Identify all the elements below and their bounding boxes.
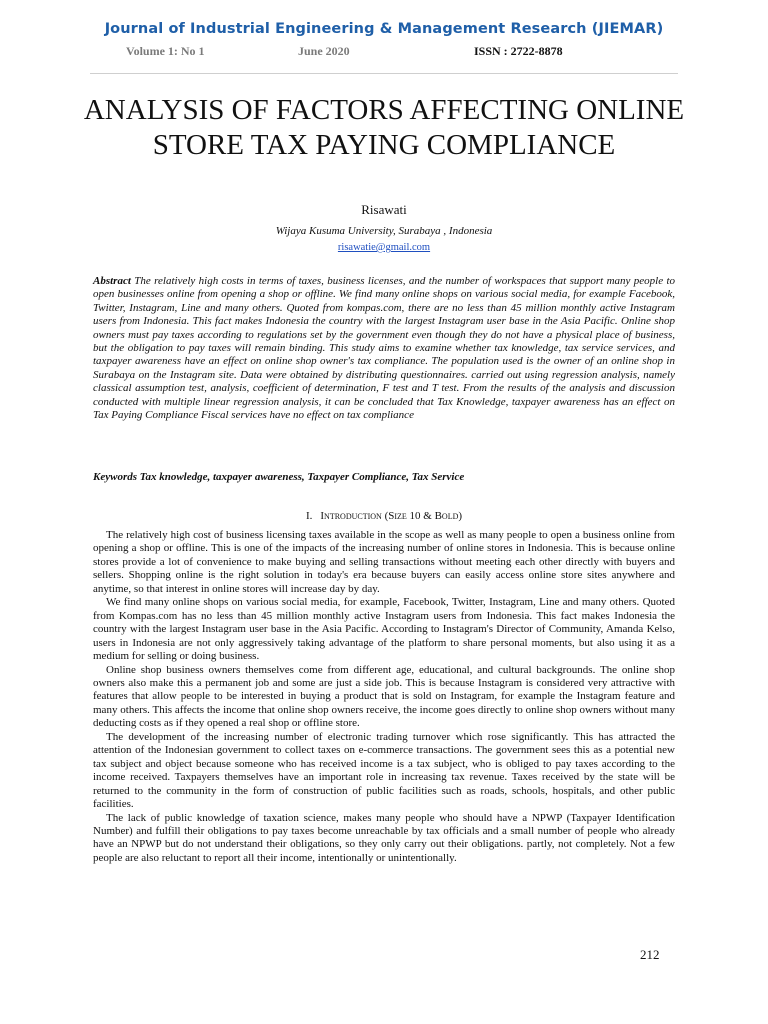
paragraph: The development of the increasing number of electronic trading turnover which rose significantly. This has attracted the attention of the Indonesian government to collect taxes on e-commerce transactions. The government sees this as a potential new tax subject and object because someone who has received income is a tax subject, who is obliged to pay taxes according to the income received. Taxpayers themselves have an important role in increasing tax revenue. Taxes received by the state will be returned to the community in the form of construction of public facilities such as roads, schools, hospitals, and other public facilities. <box>93 730 675 811</box>
section-number: I. <box>305 510 313 522</box>
paragraph: The lack of public knowledge of taxation science, makes many people who should have a NPWP (Taxpayer Identification Number) and fulfill their obligations to pay taxes become unreachable by tax officials and a small number of people who already have an NPWP but do not understand their obligations, so they only carry out their obligations. partly, not completely. Not a few people are also reluctant to report all their income, intentionally or unintentionally. <box>93 811 675 864</box>
issn-label: ISSN : 2722-8878 <box>474 44 563 58</box>
header-divider <box>90 73 678 74</box>
author-email-row <box>0 242 768 253</box>
author-name: Risawati <box>361 202 407 217</box>
abstract <box>93 275 675 422</box>
keywords: Keywords Tax knowledge, taxpayer awareness, Taxpayer Compliance, Tax Service <box>93 471 465 483</box>
paragraph: The relatively high cost of business licensing taxes available in the scope as well as many people to open a business online from opening a shop or offline. This is one of the impacts of the increasing number of online stores in Indonesia. This is because online stores provide a lot of convenience to make buying and selling transactions without meeting each other directly with buyers and sellers. Shopping online is the right solution in today's era because buyers can easily access online store sites anywhere and anytime, so that interest in online stores will increase day by day. <box>93 529 675 595</box>
page-number: 212 <box>640 947 660 962</box>
abstract-text: The relatively high costs in terms of taxes, business licenses, and the number of workspaces that support many people to open businesses online from opening a shop or offline. We find many online shops on various social media, for example Facebook, Twitter, Instagram, Line and many others. Quoted from kompas.com, there are no less than 45 million monthly active Instagram users from Indonesia. This fact makes Indonesia the country with the largest Instagram user base in the Asia Pacific. Online shop owners must pay taxes according to regulations set by the government even though they do not have a physical place of business, but the obligation to pay taxes will remain binding. This study aims to examine whether tax knowledge, tax service services, and taxpayer awareness have an effect on online shop owner's tax compliance. The population used is the owner of an online shop in Surabaya on the Instagram site. Data were obtained by distributing questionnaires. carried out using regression analysis, namely classical assumption test, analysis, coefficient of determination, F test and T test. From the results of the analysis and discussion conducted with multiple linear regression analysis, it can be concluded that Tax Knowledge, taxpayer awareness has an effect on Tax Paying Compliance Fiscal services have no effect on tax compliance <box>93 275 676 422</box>
paragraph: We find many online shops on various social media, for example, Facebook, Twitter, Instagram, Line and many others. Quoted from Kompas.com has no less than 45 million monthly active Instagram users from Indonesia. This fact makes Indonesia the country with the largest Instagram user base in the Asia Pacific. According to Instagram's Director of Community, Amanda Kelso, users in Indonesia are not only aggressively taking advantage of the platform to share personal moments, but also using it as a medium for selling or doing business. <box>93 596 675 663</box>
paper-title: ANALYSIS OF FACTORS AFFECTING ONLINE STORE TAX PAYING COMPLIANCE <box>83 94 685 161</box>
author-affiliation: Wijaya Kusuma University, Surabaya , Indonesia <box>275 225 493 237</box>
introduction-body <box>93 529 675 865</box>
volume-label: Volume 1: No 1 <box>126 44 205 58</box>
section-heading <box>0 510 768 522</box>
paragraph: Online shop business owners themselves come from different age, educational, and cultural backgrounds. The online shop owners also make this a permanent job and some are just a side job. This is because Instagram is considered very attractive with features that allow people to be interested in buying a product that is sold on Instagram, for example the Instagram feature and many others. This affects the income that online shop owners receive, the income goes directly to online shop owners without many deducting costs as if they opened a real shop or offline store. <box>93 663 675 730</box>
section-note: (Size 10 & Bold) <box>384 510 463 522</box>
author-email-link[interactable]: risawatie@gmail.com <box>337 242 431 253</box>
abstract-label: Abstract <box>93 275 131 287</box>
issue-date: June 2020 <box>298 44 350 58</box>
journal-title: Journal of Industrial Engineering & Management Research (JIEMAR) <box>104 21 664 37</box>
section-title: Introduction <box>320 510 382 522</box>
